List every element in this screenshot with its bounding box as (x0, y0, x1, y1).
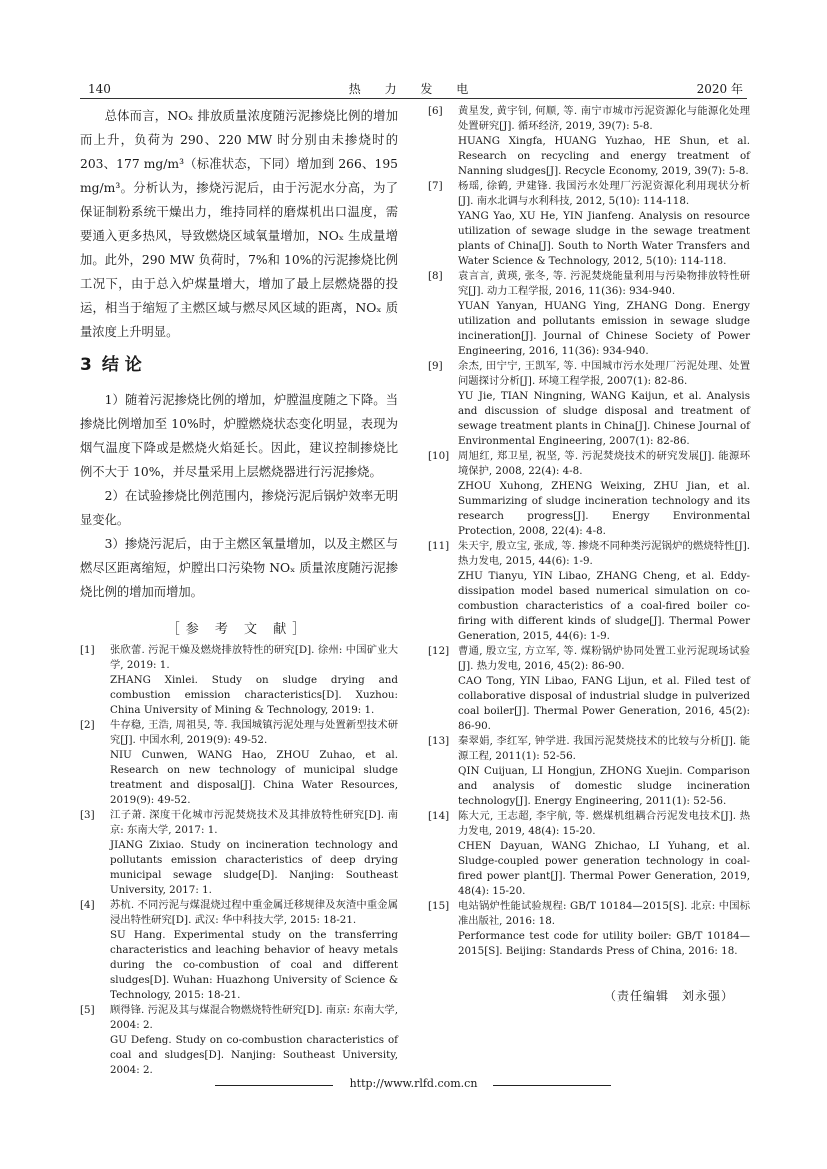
reference-en: CAO Tong, YIN Libao, FANG Lijun, et al. Filed test of collaborative disposal of industrial sludge in pulverized coal boiler[J]. Thermal Power Generation, 2016, 45(2): 86-90. (458, 675, 750, 732)
reference-en: GU Defeng. Study on co-combustion characteristics of coal and sludges[D]. Nanjing: Southeast University, 2004: 2. (110, 1034, 398, 1076)
reference-cn: 袁言言, 黄瑛, 张冬, 等. 污泥焚烧能量利用与污染物排放特性研究[J]. 动力工程学报, 2016, 11(36): 934-940. (458, 270, 750, 297)
reference-item (80, 898, 398, 1003)
reference-number: [3] (80, 809, 95, 821)
reference-item (428, 104, 750, 179)
reference-item (428, 539, 750, 644)
reference-number: [14] (428, 810, 450, 822)
running-header (80, 80, 747, 99)
conclusion-1: 1）随着污泥掺烧比例的增加，炉膛温度随之下降。当掺烧比例增加至 10%时，炉膛燃烧状态变化明显，表现为烟气温度下降或是燃烧火焰延长。因此，建议控制掺烧比例不大于 10%，并尽量采用上层燃烧器进行污泥掺烧。 (80, 393, 398, 479)
reference-number: [6] (428, 105, 443, 117)
journal-name: 热 力 发 电 (348, 82, 479, 96)
reference-item (80, 643, 398, 718)
reference-en: YU Jie, TIAN Ningning, WANG Kaijun, et al. Analysis and discussion of sludge disposal and treatment of sewage treatment plants in China[J]. Chinese Journal of Environmental Engineering, 2007(1): 82-86. (458, 390, 750, 447)
reference-item (80, 808, 398, 898)
reference-en: QIN Cuijuan, LI Hongjun, ZHONG Xuejin. Comparison and analysis of domestic sludge incineration technology[J]. Energy Engineering, 2011(1): 52-56. (458, 765, 750, 807)
reference-number: [13] (428, 735, 450, 747)
conclusion-2: 2）在试验掺烧比例范围内，掺烧污泥后锅炉效率无明显变化。 (80, 489, 398, 527)
conclusion-3: 3）掺烧污泥后，由于主燃区氧量增加，以及主燃区与燃尽区距离缩短，炉膛出口污染物 NOₓ 质量浓度随污泥掺烧比例的增加而增加。 (80, 537, 398, 599)
reference-cn: 曹通, 殷立宝, 方立军, 等. 煤粉锅炉协同处置工业污泥现场试验[J]. 热力发电, 2016, 45(2): 86-90. (458, 645, 750, 672)
reference-en: ZHOU Xuhong, ZHENG Weixing, ZHU Jian, et al. Summarizing of sludge incineration technology and its research progress[J]. Energy Environmental Protection, 2008, 22(4): 4-8. (458, 480, 750, 537)
reference-cn: 电站锅炉性能试验规程: GB/T 10184—2015[S]. 北京: 中国标准出版社, 2016: 18. (458, 900, 750, 927)
reference-cn: 余杰, 田宁宁, 王凯军, 等. 中国城市污水处理厂污泥处理、处置问题探讨分析[J]. 环境工程学报, 2007(1): 82-86. (458, 360, 750, 387)
journal-year: 2020 年 (696, 82, 743, 96)
right-column (428, 104, 750, 1004)
left-column (80, 104, 398, 1078)
footer-url: http://www.rlfd.com.cn (349, 1077, 478, 1090)
reference-cn: 牛存稳, 王浩, 周祖昊, 等. 我国城镇污泥处理与处置新型技术研究[J]. 中国水利, 2019(9): 49-52. (110, 719, 398, 746)
reference-en: ZHANG Xinlei. Study on sludge drying and combustion emission characteristics[D]. Xuzhou: China University of Mining & Technology, 2019: 1. (110, 674, 398, 716)
reference-cn: 黄星发, 黄宇钊, 何顺, 等. 南宁市城市污泥资源化与能源化处理处置研究[J]. 循环经济, 2019, 39(7): 5-8. (458, 105, 750, 132)
reference-item (428, 269, 750, 359)
reference-item (80, 1003, 398, 1078)
reference-en: SU Hang. Experimental study on the transferring characteristics and leaching behavior of heavy metals during the co-combustion of coal and different sludges[D]. Wuhan: Huazhong University of Science & Technology, 2015: 18-21. (110, 929, 398, 1001)
reference-item (428, 179, 750, 269)
reference-en: JIANG Zixiao. Study on incineration technology and pollutants emission characteristics of deep drying municipal sewage sludge[D]. Nanjing: Southeast University, 2017: 1. (110, 839, 398, 896)
intro-paragraph: 总体而言，NOₓ 排放质量浓度随污泥掺烧比例的增加而上升，负荷为 290、220 MW 时分别由未掺烧时的 203、177 mg/m³（标准状态，下同）增加到 266、195 mg/m³。分析认为，掺烧污泥后，由于污泥水分高，为了保证制粉系统干燥出力，维持同样的磨煤机出口温度，需要通入更多热风，导致燃烧区域氧量增加，NOₓ 生成量增加。此外，290 MW 负荷时，7%和 10%的污泥掺烧比例工况下，由于总入炉煤量增大，增加了最上层燃烧器的投运，相当于缩短了主燃区域与燃尽风区域的距离，NOₓ 质量浓度上升明显。 (80, 109, 398, 339)
section-title: 结 论 (101, 355, 142, 375)
responsible-editor: （责任编辑 刘永强） (603, 989, 734, 1003)
reference-en: YANG Yao, XU He, YIN Jianfeng. Analysis on resource utilization of sewage sludge in the sewage treatment plants of China[J]. South to North Water Transfers and Water Science & Technology, 2012, 5(10): 114-118. (458, 210, 750, 267)
reference-item (428, 359, 750, 449)
reference-en: ZHU Tianyu, YIN Libao, ZHANG Cheng, et al. Eddy-dissipation model based numerical simulation on co-combustion characteristics of a coal-fired boiler co-firing with different kinds of sludge[J]. Thermal Power Generation, 2015, 44(6): 1-9. (458, 570, 750, 642)
reference-cn: 周旭红, 郑卫星, 祝坚, 等. 污泥焚烧技术的研究发展[J]. 能源环境保护, 2008, 22(4): 4-8. (458, 450, 750, 477)
reference-cn: 江子萧. 深度干化城市污泥焚烧技术及其排放特性研究[D]. 南京: 东南大学, 2017: 1. (110, 809, 398, 836)
reference-number: [10] (428, 450, 450, 462)
footer-rule-right (493, 1085, 611, 1086)
reference-number: [5] (80, 1004, 95, 1016)
reference-cn: 杨瑶, 徐鹤, 尹建锋. 我国污水处理厂污泥资源化利用现状分析[J]. 南水北调与水利科技, 2012, 5(10): 114-118. (458, 180, 750, 207)
reference-cn: 陈大元, 王志超, 李宇航, 等. 燃煤机组耦合污泥发电技术[J]. 热力发电, 2019, 48(4): 15-20. (458, 810, 750, 837)
reference-en: Performance test code for utility boiler: GB/T 10184—2015[S]. Beijing: Standards Press of China, 2016: 18. (458, 930, 750, 957)
reference-cn: 朱天宇, 殷立宝, 张成, 等. 掺烧不同种类污泥锅炉的燃烧特性[J]. 热力发电, 2015, 44(6): 1-9. (458, 540, 750, 567)
reference-list-left (80, 643, 398, 1078)
reference-item (80, 718, 398, 808)
page-footer (0, 1078, 827, 1092)
reference-item (428, 809, 750, 899)
reference-number: [4] (80, 899, 95, 911)
reference-number: [11] (428, 540, 450, 552)
reference-en: YUAN Yanyan, HUANG Ying, ZHANG Dong. Energy utilization and pollutants emission in sewage sludge incineration[J]. Journal of Chinese Society of Power Engineering, 2016, 11(36): 934-940. (458, 300, 750, 357)
reference-en: CHEN Dayuan, WANG Zhichao, LI Yuhang, et al. Sludge-coupled power generation technology in coal-fired power plant[J]. Thermal Power Generation, 2019, 48(4): 15-20. (458, 840, 750, 897)
reference-number: [9] (428, 360, 443, 372)
reference-item (428, 449, 750, 539)
reference-cn: 张欣蕾. 污泥干燥及燃烧排放特性的研究[D]. 徐州: 中国矿业大学, 2019: 1. (110, 644, 398, 671)
section-number: 3 (80, 355, 92, 375)
reference-cn: 顾得锋. 污泥及其与煤混合物燃烧特性研究[D]. 南京: 东南大学, 2004: 2. (110, 1004, 398, 1031)
reference-list-right (428, 104, 750, 959)
reference-number: [7] (428, 180, 443, 192)
reference-cn: 秦翠娟, 李红军, 钟学进. 我国污泥焚烧技术的比较与分析[J]. 能源工程, 2011(1): 52-56. (458, 735, 750, 762)
reference-en: HUANG Xingfa, HUANG Yuzhao, HE Shun, et al. Research on recycling and energy treatment of Nanning sludges[J]. Recycle Economy, 2019, 39(7): 5-8. (458, 135, 750, 177)
reference-item (428, 734, 750, 809)
reference-item (428, 899, 750, 959)
reference-number: [12] (428, 645, 450, 657)
reference-item (428, 644, 750, 734)
page-number: 140 (88, 82, 111, 96)
reference-number: [2] (80, 719, 95, 731)
references-title: ［参 考 文 献］ (166, 622, 312, 637)
reference-en: NIU Cunwen, WANG Hao, ZHOU Zuhao, et al. Research on new technology of municipal sludge treatment and disposal[J]. China Water Resources, 2019(9): 49-52. (110, 749, 398, 806)
section-heading (80, 354, 398, 376)
reference-number: [8] (428, 270, 443, 282)
reference-number: [15] (428, 900, 450, 912)
reference-number: [1] (80, 644, 95, 656)
reference-cn: 苏杭. 不同污泥与煤混烧过程中重金属迁移规律及灰渣中重金属浸出特性研究[D]. 武汉: 华中科技大学, 2015: 18-21. (110, 899, 398, 926)
